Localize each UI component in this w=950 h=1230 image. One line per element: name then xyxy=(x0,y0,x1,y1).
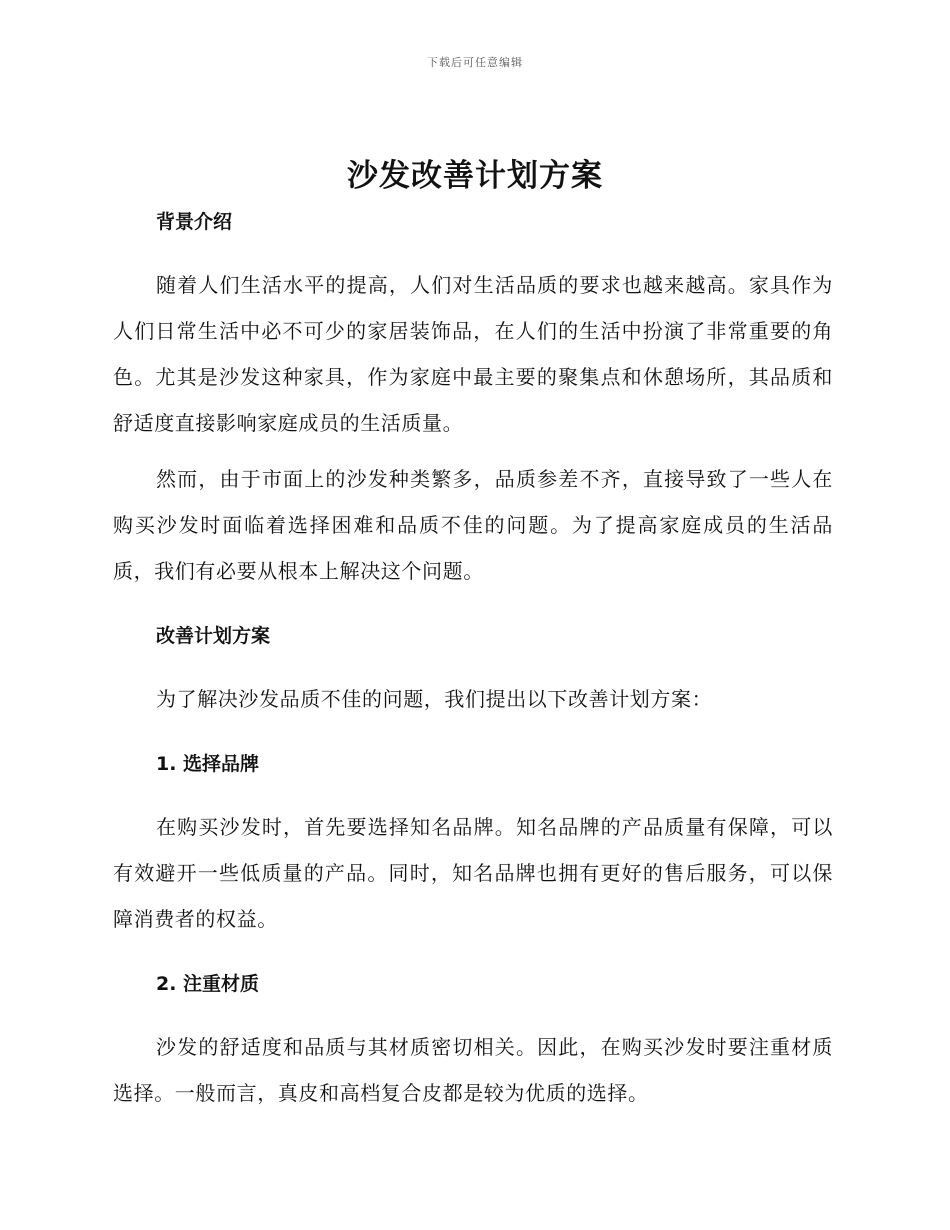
paragraph-plan-intro: 为了解决沙发品质不佳的问题，我们提出以下改善计划方案： xyxy=(156,687,713,711)
section-heading-material: 2. 注重材质 xyxy=(156,973,260,995)
paragraph-background-1: 随着人们生活水平的提高，人们对生活品质的要求也越来越高。家具作为人们日常生活中必不可少的家居装饰品，在人们的生活中扮演了非常重要的角色。尤其是沙发这种家具，作为家庭中最主要的聚集点和休憩场所，其品质和舒适度直接影响家庭成员的生活质量。 xyxy=(113,273,833,435)
section-heading-plan: 改善计划方案 xyxy=(156,625,271,647)
section-heading-background: 背景介绍 xyxy=(156,211,233,233)
paragraph-background-2: 然而，由于市面上的沙发种类繁多，品质参差不齐，直接导致了一些人在购买沙发时面临着选择困难和品质不佳的问题。为了提高家庭成员的生活品质，我们有必要从根本上解决这个问题。 xyxy=(113,467,833,583)
header-note: 下载后可任意编辑 xyxy=(427,56,523,69)
paragraph-material: 沙发的舒适度和品质与其材质密切相关。因此，在购买沙发时要注重材质选择。一般而言，真皮和高档复合皮都是较为优质的选择。 xyxy=(113,1035,833,1105)
section-heading-brand: 1. 选择品牌 xyxy=(156,753,260,775)
page-title: 沙发改善计划方案 xyxy=(347,158,603,194)
paragraph-brand: 在购买沙发时，首先要选择知名品牌。知名品牌的产品质量有保障，可以有效避开一些低质量的产品。同时，知名品牌也拥有更好的售后服务，可以保障消费者的权益。 xyxy=(113,815,833,931)
document-body xyxy=(113,207,833,1116)
